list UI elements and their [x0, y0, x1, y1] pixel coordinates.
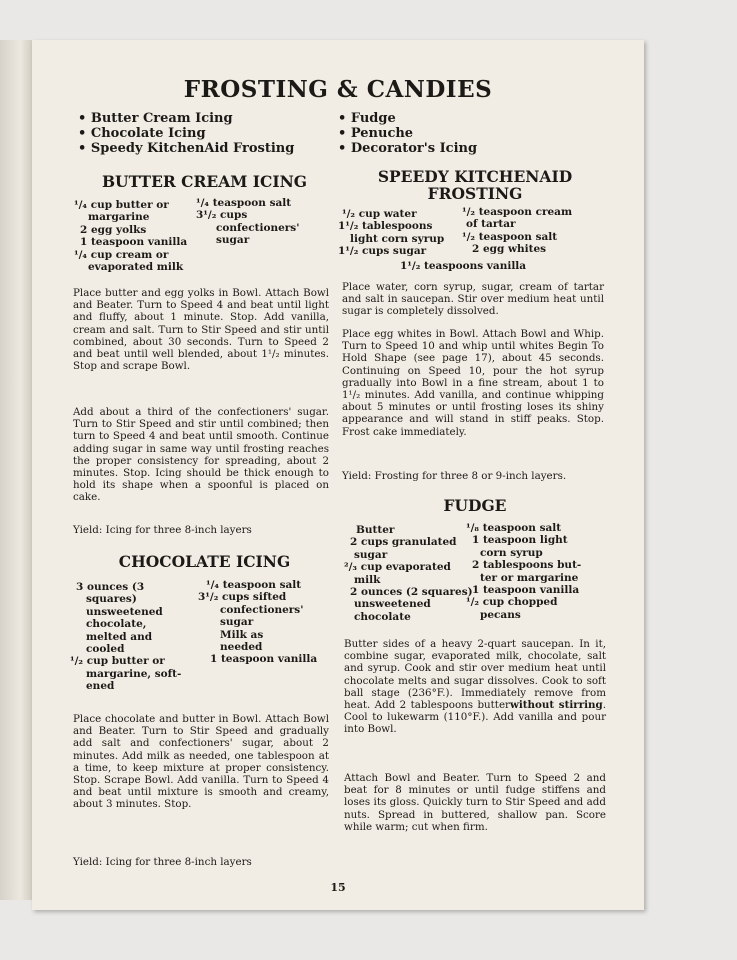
ingredient: 1 teaspoon vanilla [472, 584, 580, 597]
ingredient: ¹/₄ teaspoon salt [206, 579, 302, 591]
toc-right [338, 111, 477, 156]
toc-item: • Speedy KitchenAid Frosting [78, 141, 294, 156]
toc-item: • Chocolate Icing [78, 126, 294, 141]
ingredient: confectioners' [216, 221, 300, 234]
ingredient: ter or margarine [480, 571, 579, 584]
speedy-ingredients-left [338, 208, 444, 258]
butter-cream-yield: Yield: Icing for three 8-inch layers [73, 524, 252, 536]
ingredient: ened [86, 680, 115, 693]
speedy-ingredients-right [462, 206, 572, 256]
ingredient: sugar [354, 548, 388, 561]
previous-page-edge [0, 40, 34, 900]
fudge-ingredients-right [466, 522, 581, 621]
ingredient: 1¹/₂ tablespoons [338, 220, 433, 233]
ingredient: 2 tablespoons but- [472, 559, 582, 572]
chocolate-ingredients-right [198, 579, 317, 666]
ingredient: ¹/₄ teaspoon salt [196, 197, 292, 209]
ingredient: margarine [88, 211, 150, 224]
ingredient: Butter [356, 524, 395, 536]
ingredient: 2 cups granulated [350, 536, 457, 549]
ingredient: 3¹/₂ cups [196, 209, 248, 222]
chocolate-icing-title: CHOCOLATE ICING [118, 552, 291, 571]
ingredient: margarine, soft- [86, 667, 182, 680]
ingredient: 2 egg whites [472, 243, 547, 256]
ingredient: ¹/₂ cup water [342, 208, 417, 220]
toc-item: • Fudge [338, 111, 477, 126]
ingredient: 1 teaspoon vanilla [210, 653, 318, 666]
ingredient: 3¹/₂ cups sifted [198, 591, 287, 604]
ingredient: evaporated milk [88, 261, 184, 274]
ingredient: ¹/₂ cup butter or [70, 655, 165, 668]
ingredient: ¹/₂ cup chopped [466, 596, 558, 609]
speedy-yield: Yield: Frosting for three 8 or 9-inch layers. [342, 470, 567, 482]
page-number: 15 [330, 881, 346, 894]
ingredient: chocolate, [86, 618, 147, 631]
ingredient: 2 egg yolks [80, 223, 147, 236]
fudge-text: Butter sides of a heavy 2-quart saucepan. In it, combine sugar, evaporated milk, chocolate, salt and syrup. Cook and stir over medium heat until chocolate melts and sugar dissolves. Cook to soft ball stage (236°F.). Immediately remove from heat. Add 2 tablespoons butter [344, 638, 606, 712]
fudge-paragraph [344, 638, 606, 736]
chocolate-ingredients-left [70, 581, 182, 693]
ingredient: of tartar [466, 218, 516, 231]
ingredient: ¹/₄ cup butter or [74, 199, 169, 211]
fudge-emphasis: without stirring [509, 699, 603, 712]
ingredient: 2 ounces (2 squares) [350, 586, 473, 599]
ingredient: unsweetened [354, 598, 431, 611]
speedy-frosting-title: SPEEDY KITCHENAID FROSTING [377, 167, 573, 203]
ingredient: 3 ounces (3 [76, 581, 145, 593]
ingredient: milk [354, 573, 381, 586]
butter-cream-paragraph: Place butter and egg yolks in Bowl. Attach Bowl and Beater. Turn to Speed 4 and beat until light and fluffy, about 1 minute. Stop. Add vanilla, cream and salt. Turn to Stir Speed and stir until combined, about 30 seconds. Turn to Speed 2 and beat until well blended, about 1¹/₂ minutes. Stop and scrape Bowl. [73, 287, 329, 373]
speedy-ingredient-center: 1¹/₂ teaspoons vanilla [400, 260, 527, 272]
ingredient: light corn syrup [350, 232, 445, 245]
ingredient: ¹/₄ cup cream or [74, 248, 169, 261]
fudge-ingredients-left [344, 524, 473, 623]
chocolate-paragraph: Place chocolate and butter in Bowl. Attach Bowl and Beater. Turn to Stir Speed and gradually add salt and confectioners' sugar, about 2 minutes. Add milk as needed, one tablespoon at a time, to keep mixture at proper consistency. Stop. Scrape Bowl. Add vanilla. Turn to Speed 4 and beat until mixture is smooth and creamy, about 3 minutes. Stop. [73, 713, 329, 811]
ingredient: confectioners' [220, 603, 304, 616]
fudge-text: . Cool to lukewarm (110°F.). Add vanilla and pour into Bowl. [344, 699, 606, 736]
ingredient: Milk as [220, 628, 264, 641]
ingredient: ¹/₂ teaspoon salt [462, 230, 558, 243]
ingredient: 1 teaspoon light [472, 534, 568, 547]
cookbook-page [32, 40, 644, 910]
toc-left [78, 111, 294, 156]
toc-item: • Decorator's Icing [338, 141, 477, 156]
ingredient: pecans [480, 608, 521, 621]
ingredient: sugar [216, 234, 250, 247]
page-title: FROSTING & CANDIES [183, 76, 493, 103]
ingredient: ¹/₂ teaspoon cream [462, 206, 573, 218]
speedy-paragraph: Place egg whites in Bowl. Attach Bowl and Whip. Turn to Speed 10 and whip until whites Begin To Hold Shape (see page 17), about 45 seconds. Continuing on Speed 10, pour the hot syrup gradually into Bowl in a fine stream, about 1 to 1¹/₂ minutes. Add vanilla, and continue whipping about 5 minutes or until frosting loses its shiny appearance and will stand in stiff peaks. Stop. Frost cake immediately. [342, 328, 604, 438]
ingredient: squares) [86, 593, 137, 606]
ingredient: unsweetened [86, 605, 163, 618]
toc-item: • Butter Cream Icing [78, 111, 294, 126]
butter-cream-paragraph: Add about a third of the confectioners' sugar. Turn to Stir Speed and stir until combined; then turn to Speed 4 and beat until smooth. Continue adding sugar in same way until frosting reaches the proper consistency for spreading, about 2 minutes. Stop. Icing should be thick enough to hold its shape when a spoonful is placed on cake. [73, 406, 329, 504]
ingredient: chocolate [354, 610, 411, 623]
ingredient: ²/₃ cup evaporated [344, 561, 451, 574]
ingredient: sugar [220, 616, 254, 629]
butter-cream-ingredients-right [196, 197, 299, 247]
fudge-title: FUDGE [443, 496, 507, 515]
toc-item: • Penuche [338, 126, 477, 141]
butter-cream-ingredients-left [74, 199, 187, 273]
butter-cream-title: BUTTER CREAM ICING [101, 172, 308, 191]
ingredient: cooled [86, 643, 125, 656]
ingredient: corn syrup [480, 546, 543, 559]
ingredient: melted and [86, 630, 153, 643]
ingredient: ¹/₈ teaspoon salt [466, 522, 562, 534]
ingredient: 1¹/₂ cups sugar [338, 245, 427, 258]
ingredient: needed [220, 641, 263, 654]
chocolate-yield: Yield: Icing for three 8-inch layers [73, 856, 252, 868]
speedy-paragraph: Place water, corn syrup, sugar, cream of tartar and salt in saucepan. Stir over medium heat until sugar is completely dissolved. [342, 281, 604, 318]
ingredient: 1 teaspoon vanilla [80, 236, 188, 249]
fudge-paragraph: Attach Bowl and Beater. Turn to Speed 2 and beat for 8 minutes or until fudge stiffens and loses its gloss. Quickly turn to Stir Speed and add nuts. Spread in buttered, shallow pan. Score while warm; cut when firm. [344, 772, 606, 833]
